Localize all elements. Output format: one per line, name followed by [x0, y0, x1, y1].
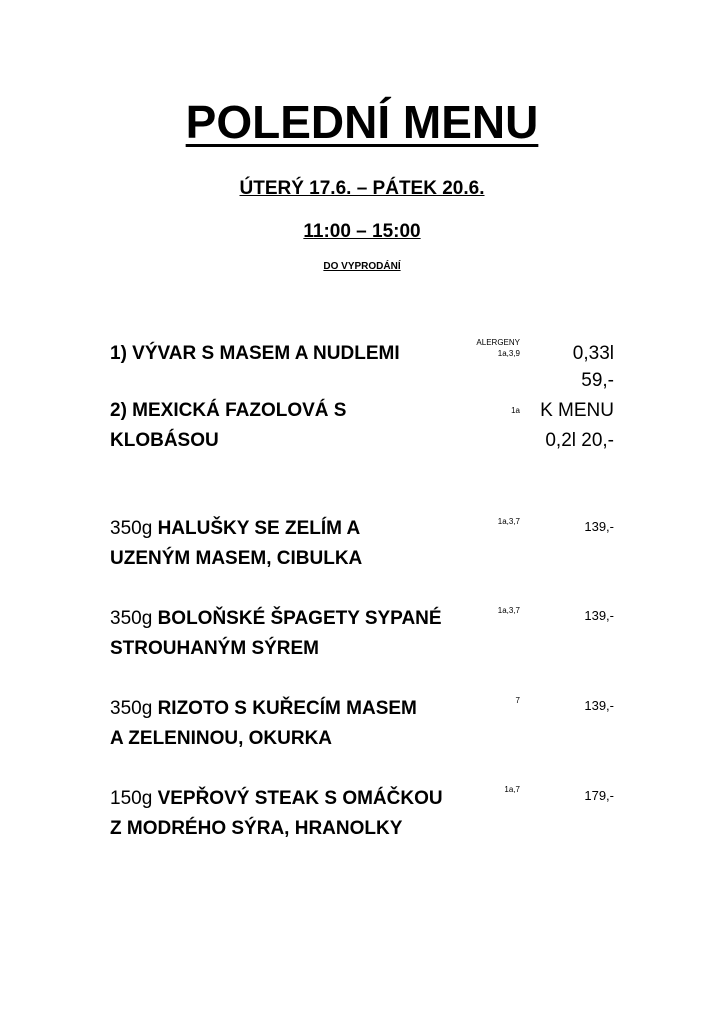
dish-name-line-2: STROUHANÝM SÝREM	[110, 638, 320, 659]
dish-name-line-2: UZENÝM MASEM, CIBULKA	[110, 548, 363, 569]
sold-out-note: DO VYPRODÁNÍ	[323, 261, 401, 272]
page-title	[0, 92, 724, 152]
dish-price: 179,-	[584, 788, 614, 803]
soup-item-2	[110, 396, 470, 456]
dish-weight: 350g	[110, 698, 153, 719]
soup-name-line-1: 2) MEXICKÁ FAZOLOVÁ S	[110, 400, 347, 421]
dish-weight: 350g	[110, 518, 153, 539]
soup-price: 0,2l 20,-	[545, 430, 614, 451]
dish-price: 139,-	[584, 698, 614, 713]
dish-name-line-2: Z MODRÉHO SÝRA, HRANOLKY	[110, 818, 403, 839]
dish-name-line-2: A ZELENINOU, OKURKA	[110, 728, 333, 749]
soup-item-1	[110, 339, 470, 369]
main-dish-2	[110, 604, 470, 664]
opening-hours: 11:00 – 15:00	[303, 221, 421, 242]
soup-price: 59,-	[581, 370, 614, 391]
dish-weight: 150g	[110, 788, 153, 809]
dish-name-line-1: RIZOTO S KUŘECÍM MASEM	[157, 698, 417, 719]
soup-name-line-2: KLOBÁSOU	[110, 430, 219, 451]
allergens-header: ALERGENY	[476, 338, 520, 347]
dish-weight: 350g	[110, 608, 153, 629]
dish-name-line-1: BOLOŇSKÉ ŠPAGETY SYPANÉ	[157, 608, 442, 629]
dish-allergens: 1a,3,7	[497, 606, 520, 615]
dish-name-line-1: VEPŘOVÝ STEAK S OMÁČKOU	[157, 788, 443, 809]
main-dish-4	[110, 784, 470, 844]
dish-allergens: 1a,7	[504, 785, 520, 794]
soup-name: 1) VÝVAR S MASEM A NUDLEMI	[110, 343, 400, 364]
soup-price-note: K MENU	[540, 400, 614, 421]
soup-allergens: 1a	[511, 406, 520, 415]
main-dish-1	[110, 514, 470, 574]
date-range: ÚTERÝ 17.6. – PÁTEK 20.6.	[239, 178, 485, 199]
dish-price: 139,-	[584, 519, 614, 534]
main-dish-3	[110, 694, 470, 754]
dish-price: 139,-	[584, 608, 614, 623]
dish-allergens: 1a,3,7	[497, 517, 520, 526]
dish-allergens: 7	[515, 696, 520, 705]
page-title-text: POLEDNÍ MENU	[185, 96, 539, 148]
soup-allergens: 1a,3,9	[497, 349, 520, 358]
soup-volume: 0,33l	[572, 343, 614, 364]
dish-name-line-1: HALUŠKY SE ZELÍM A	[157, 518, 361, 539]
